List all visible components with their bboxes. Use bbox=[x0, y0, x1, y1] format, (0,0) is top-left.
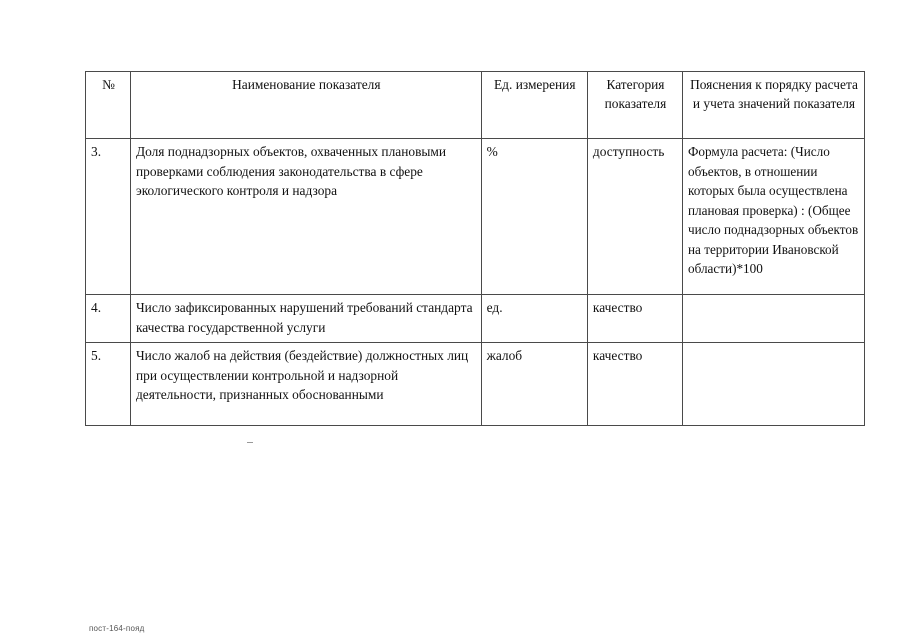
indicator-name: Число зафиксированных нарушений требований стандарта качества государственной услуги bbox=[130, 295, 481, 343]
unit-value: жалоб bbox=[481, 343, 587, 426]
category-value: доступность bbox=[587, 139, 682, 295]
row-number: 4. bbox=[86, 295, 131, 343]
category-value: качество bbox=[587, 343, 682, 426]
indicator-name: Число жалоб на действия (бездействие) должностных лиц при осуществлении контрольной и надзорной деятельности, признанных обоснованными bbox=[130, 343, 481, 426]
header-number: № bbox=[86, 72, 131, 139]
row-number: 3. bbox=[86, 139, 131, 295]
footer-file-mark: пост-164-пояд bbox=[89, 624, 145, 633]
table-row bbox=[86, 343, 865, 426]
indicators-table bbox=[85, 71, 865, 426]
note-value: Формула расчета: (Число объектов, в отношении которых была осуществлена плановая проверка) : (Общее число поднадзорных объектов на территории Ивановской области)*100 bbox=[682, 139, 864, 295]
unit-value: % bbox=[481, 139, 587, 295]
header-note: Пояснения к порядку расчета и учета значений показателя bbox=[682, 72, 864, 139]
row-number: 5. bbox=[86, 343, 131, 426]
table-row bbox=[86, 139, 865, 295]
header-unit: Ед. измерения bbox=[481, 72, 587, 139]
note-value bbox=[682, 343, 864, 426]
unit-value: ед. bbox=[481, 295, 587, 343]
note-value bbox=[682, 295, 864, 343]
table-row bbox=[86, 295, 865, 343]
category-value: качество bbox=[587, 295, 682, 343]
table-header-row bbox=[86, 72, 865, 139]
header-indicator-name: Наименование показателя bbox=[130, 72, 481, 139]
scan-artifact bbox=[247, 442, 253, 443]
indicator-name: Доля поднадзорных объектов, охваченных плановыми проверками соблюдения законодательства в сфере экологического контроля и надзора bbox=[130, 139, 481, 295]
header-category: Категория показателя bbox=[587, 72, 682, 139]
